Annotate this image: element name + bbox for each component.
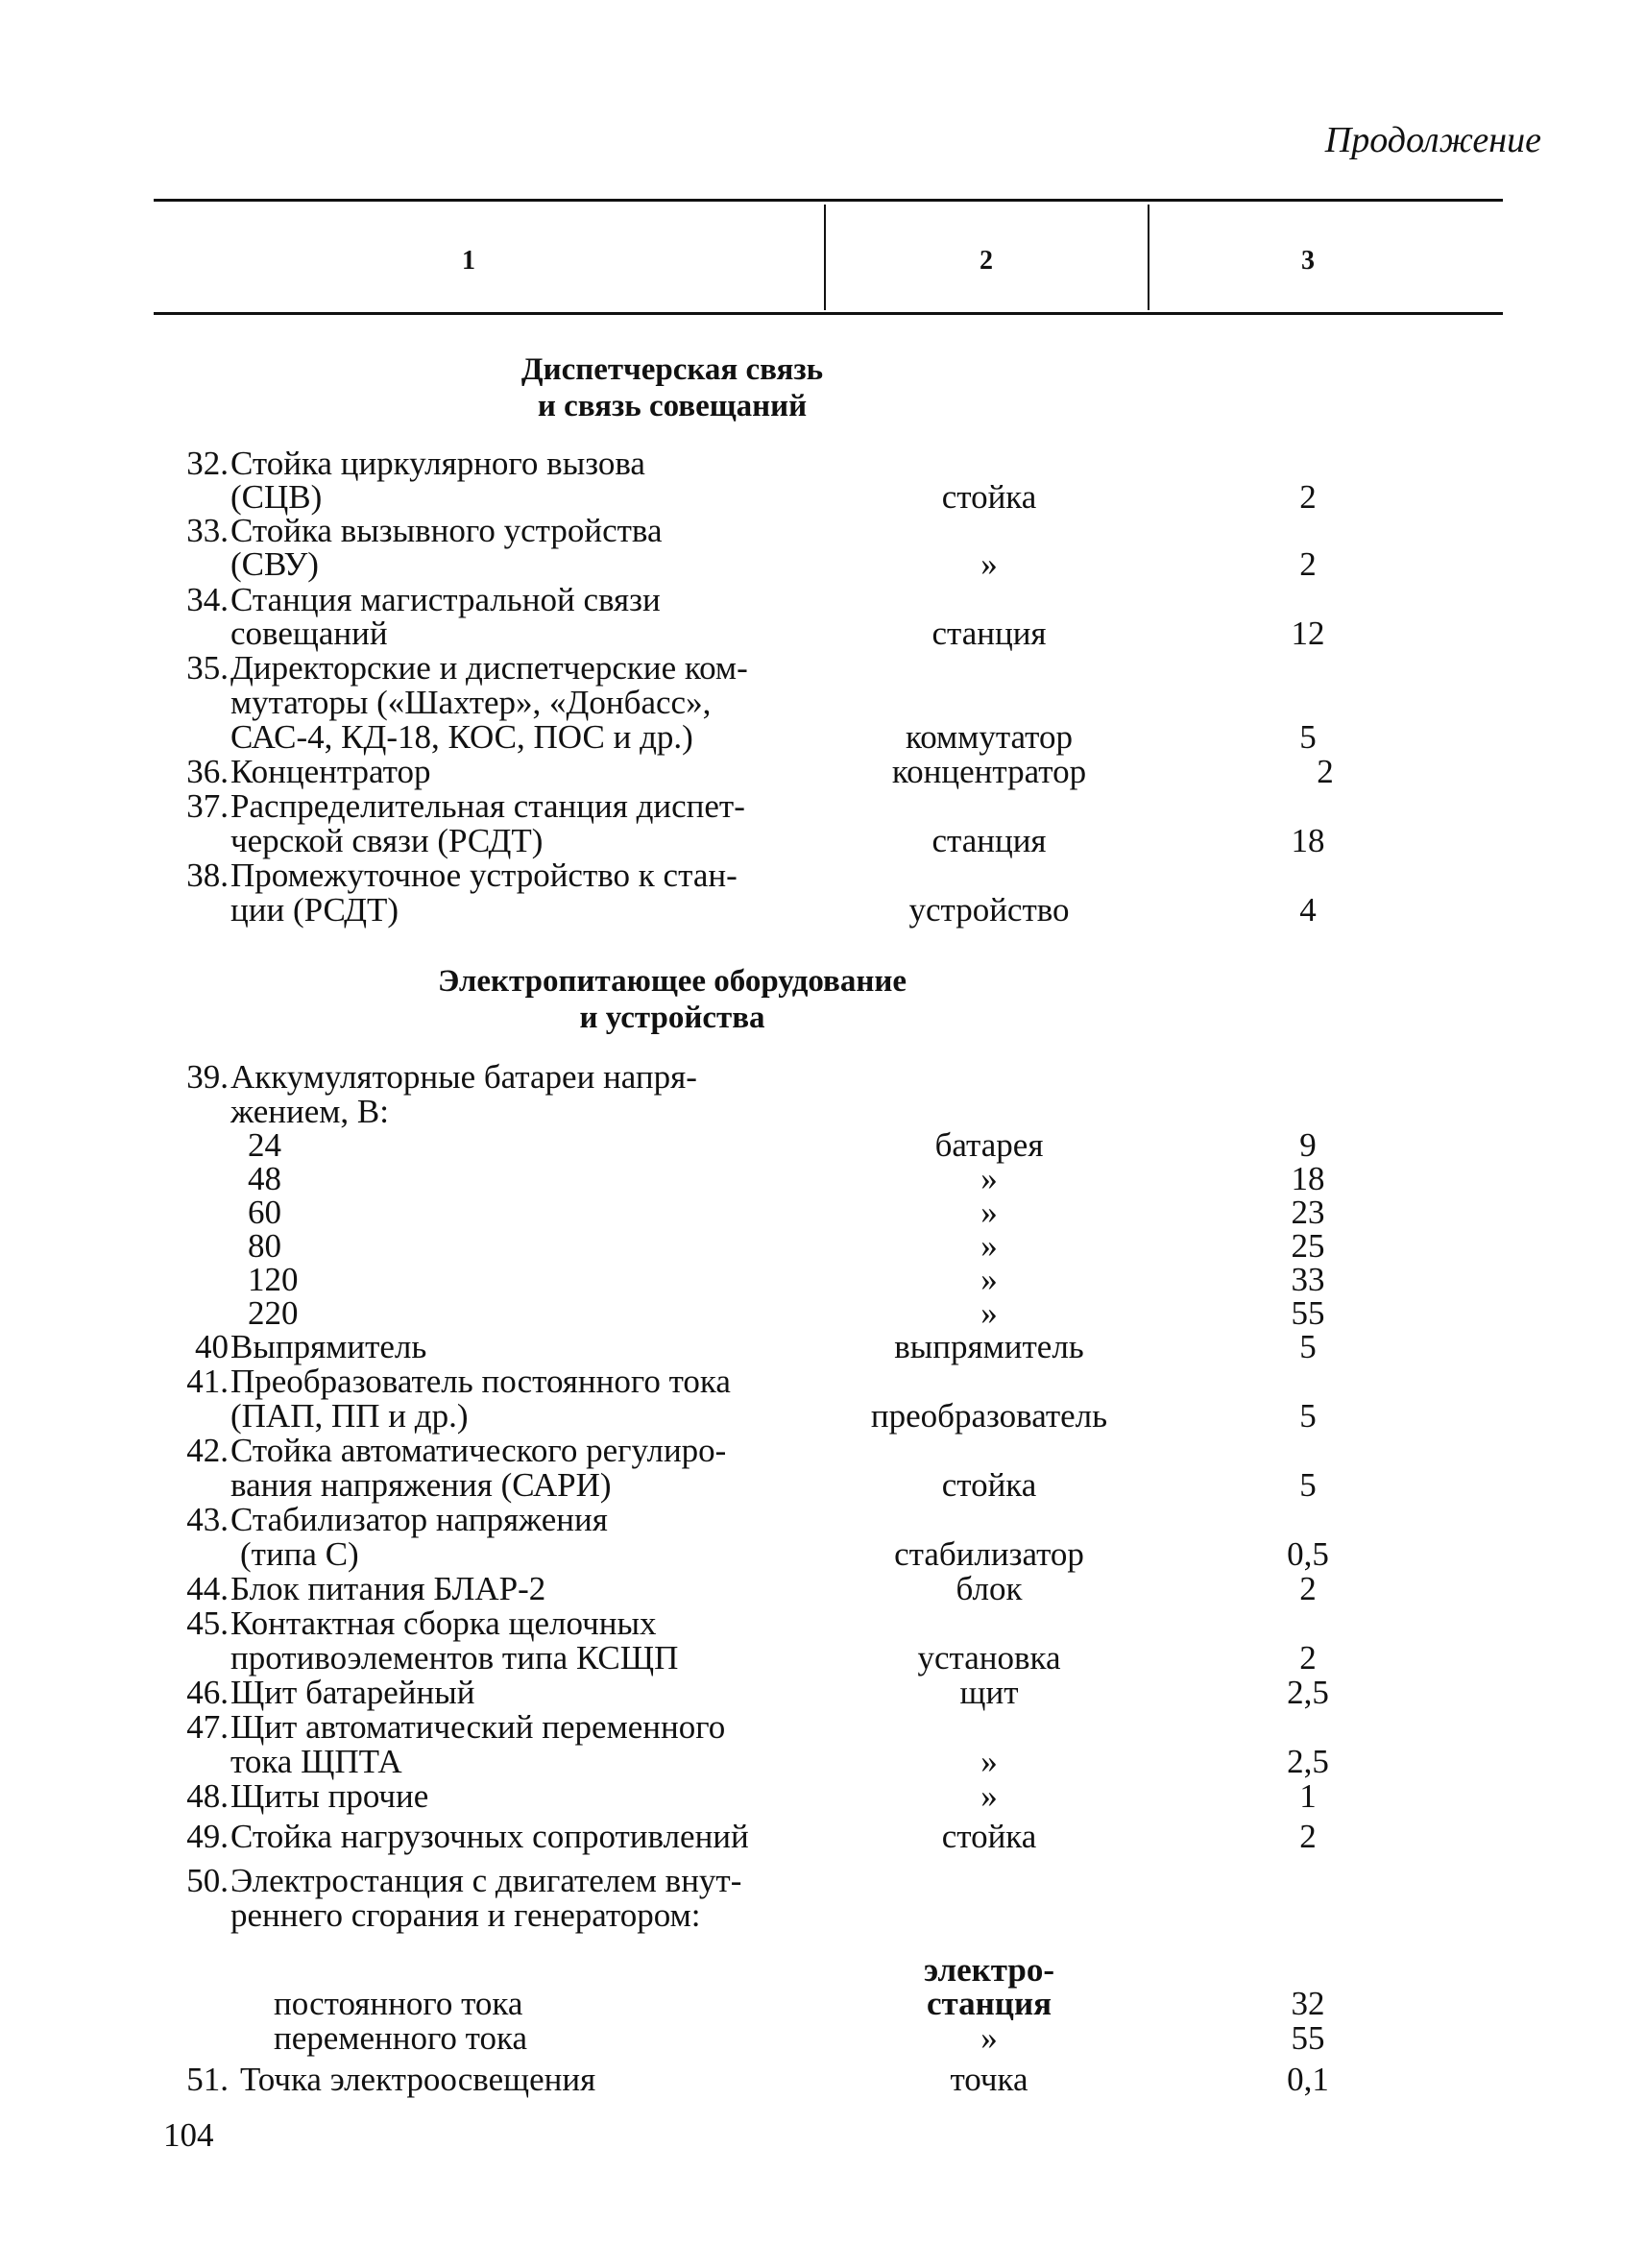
continuation-label: Продолжение xyxy=(1324,120,1541,160)
row-quantity: 2 xyxy=(1299,478,1317,516)
row-text: реннего сгорания и генератором: xyxy=(230,1896,701,1934)
row-text: Распределительная станция диспет- xyxy=(230,787,745,825)
row-unit: » xyxy=(980,1227,998,1265)
row-unit: » xyxy=(980,1261,998,1298)
row-quantity: 2 xyxy=(1317,753,1334,790)
row-unit: станция xyxy=(931,822,1047,859)
row-number: 32. xyxy=(186,445,229,482)
row-unit: стойка xyxy=(941,1818,1037,1855)
row-number: 34. xyxy=(186,581,229,618)
row-unit: щит xyxy=(959,1674,1019,1711)
row-text: Промежуточное устройство к стан- xyxy=(230,857,738,894)
section-heading-power: Электропитающее оборудование и устройства xyxy=(437,964,907,1035)
row-text: Стабилизатор напряжения xyxy=(230,1501,608,1538)
row-number: 45. xyxy=(186,1604,229,1642)
row-unit: устройство xyxy=(908,891,1070,929)
row-unit: » xyxy=(980,1294,998,1332)
row-number: 40 xyxy=(195,1328,229,1365)
row-unit: преобразователь xyxy=(870,1397,1108,1435)
row-text: Аккумуляторные батареи напря- xyxy=(230,1058,697,1096)
section-heading-dispatch: Диспетчерская связь и связь совещаний xyxy=(520,352,824,423)
row-text: Станция магистральной связи xyxy=(230,581,661,618)
row-text: (СВУ) xyxy=(230,545,319,583)
row-text: (ПАП, ПП и др.) xyxy=(230,1397,469,1435)
row-text: 120 xyxy=(248,1261,299,1298)
row-number: 43. xyxy=(186,1501,229,1538)
row-quantity: 2 xyxy=(1299,1818,1317,1855)
row-unit: » xyxy=(980,1743,998,1780)
row-quantity: 55 xyxy=(1291,2019,1325,2057)
column-header-1: 1 xyxy=(462,246,475,276)
row-unit: » xyxy=(980,1194,998,1231)
row-quantity: 2 xyxy=(1299,1639,1317,1677)
column-header-2: 2 xyxy=(980,246,993,276)
row-number: 39. xyxy=(186,1058,229,1096)
page-number: 104 xyxy=(163,2116,214,2154)
row-text: Директорские и диспетчерские ком- xyxy=(230,649,748,687)
row-number: 42. xyxy=(186,1432,229,1469)
row-text: Концентратор xyxy=(230,753,431,790)
row-text: 24 xyxy=(248,1126,281,1164)
row-text: 48 xyxy=(248,1160,281,1197)
row-quantity: 2 xyxy=(1299,1570,1317,1607)
row-text: совещаний xyxy=(230,615,388,652)
row-unit: блок xyxy=(956,1570,1023,1607)
row-unit: выпрямитель xyxy=(894,1328,1084,1365)
row-unit: » xyxy=(980,1160,998,1197)
row-quantity: 4 xyxy=(1299,891,1317,929)
row-unit: батарея xyxy=(934,1126,1044,1164)
row-text: Блок питания БЛАР-2 xyxy=(230,1570,546,1607)
row-text: Щит батарейный xyxy=(230,1674,475,1711)
row-unit: » xyxy=(980,2019,998,2057)
row-number: 36. xyxy=(186,753,229,790)
row-text: САС-4, КД-18, КОС, ПОС и др.) xyxy=(230,718,693,756)
row-quantity: 5 xyxy=(1299,718,1317,756)
row-text: ции (РСДТ) xyxy=(230,891,399,929)
row-quantity: 12 xyxy=(1291,615,1325,652)
row-text: постоянного тока xyxy=(274,1985,523,2022)
row-unit: установка xyxy=(917,1639,1061,1677)
row-quantity: 32 xyxy=(1291,1985,1325,2022)
row-text: Преобразователь постоянного тока xyxy=(230,1363,731,1400)
row-number: 50. xyxy=(186,1862,229,1899)
row-unit: точка xyxy=(950,2061,1028,2098)
row-unit: » xyxy=(980,1777,998,1815)
row-quantity: 9 xyxy=(1299,1126,1317,1164)
row-number: 38. xyxy=(186,857,229,894)
row-unit: станция xyxy=(931,615,1047,652)
row-quantity: 5 xyxy=(1299,1466,1317,1504)
row-quantity: 18 xyxy=(1291,1160,1325,1197)
table-top-rule xyxy=(154,199,1503,202)
column-divider-2 xyxy=(1148,205,1149,310)
row-quantity: 0,1 xyxy=(1287,2061,1329,2098)
row-quantity: 2 xyxy=(1299,545,1317,583)
row-unit: концентратор xyxy=(891,753,1087,790)
row-unit: стойка xyxy=(941,478,1037,516)
row-unit: стабилизатор xyxy=(894,1535,1084,1573)
row-number: 48. xyxy=(186,1777,229,1815)
row-number: 35. xyxy=(186,649,229,687)
row-number: 41. xyxy=(186,1363,229,1400)
row-text: жением, В: xyxy=(230,1093,389,1130)
row-number: 47. xyxy=(186,1708,229,1746)
row-number: 37. xyxy=(186,787,229,825)
row-text: Стойка вызывного устройства xyxy=(230,512,663,549)
row-text: 80 xyxy=(248,1227,281,1265)
row-quantity: 55 xyxy=(1291,1294,1325,1332)
row-text: Выпрямитель xyxy=(230,1328,427,1365)
row-text: Точка электроосвещения xyxy=(240,2061,596,2098)
row-text: Щиты прочие xyxy=(230,1777,429,1815)
row-text: тока ЩПТА xyxy=(230,1743,402,1780)
row-unit: стойка xyxy=(941,1466,1037,1504)
row-text: Электростанция с двигателем внут- xyxy=(230,1862,742,1899)
row-text: переменного тока xyxy=(274,2019,528,2057)
row-number: 46. xyxy=(186,1674,229,1711)
row-text: 220 xyxy=(248,1294,299,1332)
row-number: 33. xyxy=(186,512,229,549)
row-quantity: 1 xyxy=(1299,1777,1317,1815)
row-quantity: 33 xyxy=(1291,1261,1325,1298)
column-header-3: 3 xyxy=(1301,246,1315,276)
row-quantity: 23 xyxy=(1291,1194,1325,1231)
row-quantity: 18 xyxy=(1291,822,1325,859)
row-text: вания напряжения (САРИ) xyxy=(230,1466,612,1504)
row-text: Стойка циркулярного вызова xyxy=(230,445,645,482)
row-text: Щит автоматический переменного xyxy=(230,1708,726,1746)
column-divider-1 xyxy=(824,205,826,310)
row-quantity: 5 xyxy=(1299,1328,1317,1365)
row-quantity: 2,5 xyxy=(1287,1674,1329,1711)
row-number: 44. xyxy=(186,1570,229,1607)
row-unit: станция xyxy=(926,1985,1052,2022)
row-quantity: 2,5 xyxy=(1287,1743,1329,1780)
row-unit: » xyxy=(980,545,998,583)
row-text: Контактная сборка щелочных xyxy=(230,1604,657,1642)
row-text: 60 xyxy=(248,1194,281,1231)
row-text: (типа С) xyxy=(240,1535,359,1573)
row-text: Стойка автоматического регулиро- xyxy=(230,1432,727,1469)
row-number: 49. xyxy=(186,1818,229,1855)
row-unit: коммутатор xyxy=(905,718,1074,756)
row-text: мутаторы («Шахтер», «Донбасс», xyxy=(230,684,712,721)
row-number: 51. xyxy=(186,2061,229,2098)
row-text: противоэлементов типа КСЩП xyxy=(230,1639,679,1677)
row-text: Стойка нагрузочных сопротивлений xyxy=(230,1818,749,1855)
row-text: черской связи (РСДТ) xyxy=(230,822,544,859)
table-header-rule xyxy=(154,312,1503,315)
row-text: (СЦВ) xyxy=(230,478,323,516)
row-quantity: 25 xyxy=(1291,1227,1325,1265)
row-quantity: 5 xyxy=(1299,1397,1317,1435)
row-quantity: 0,5 xyxy=(1287,1535,1329,1573)
row-unit: электро- xyxy=(923,1951,1055,1989)
